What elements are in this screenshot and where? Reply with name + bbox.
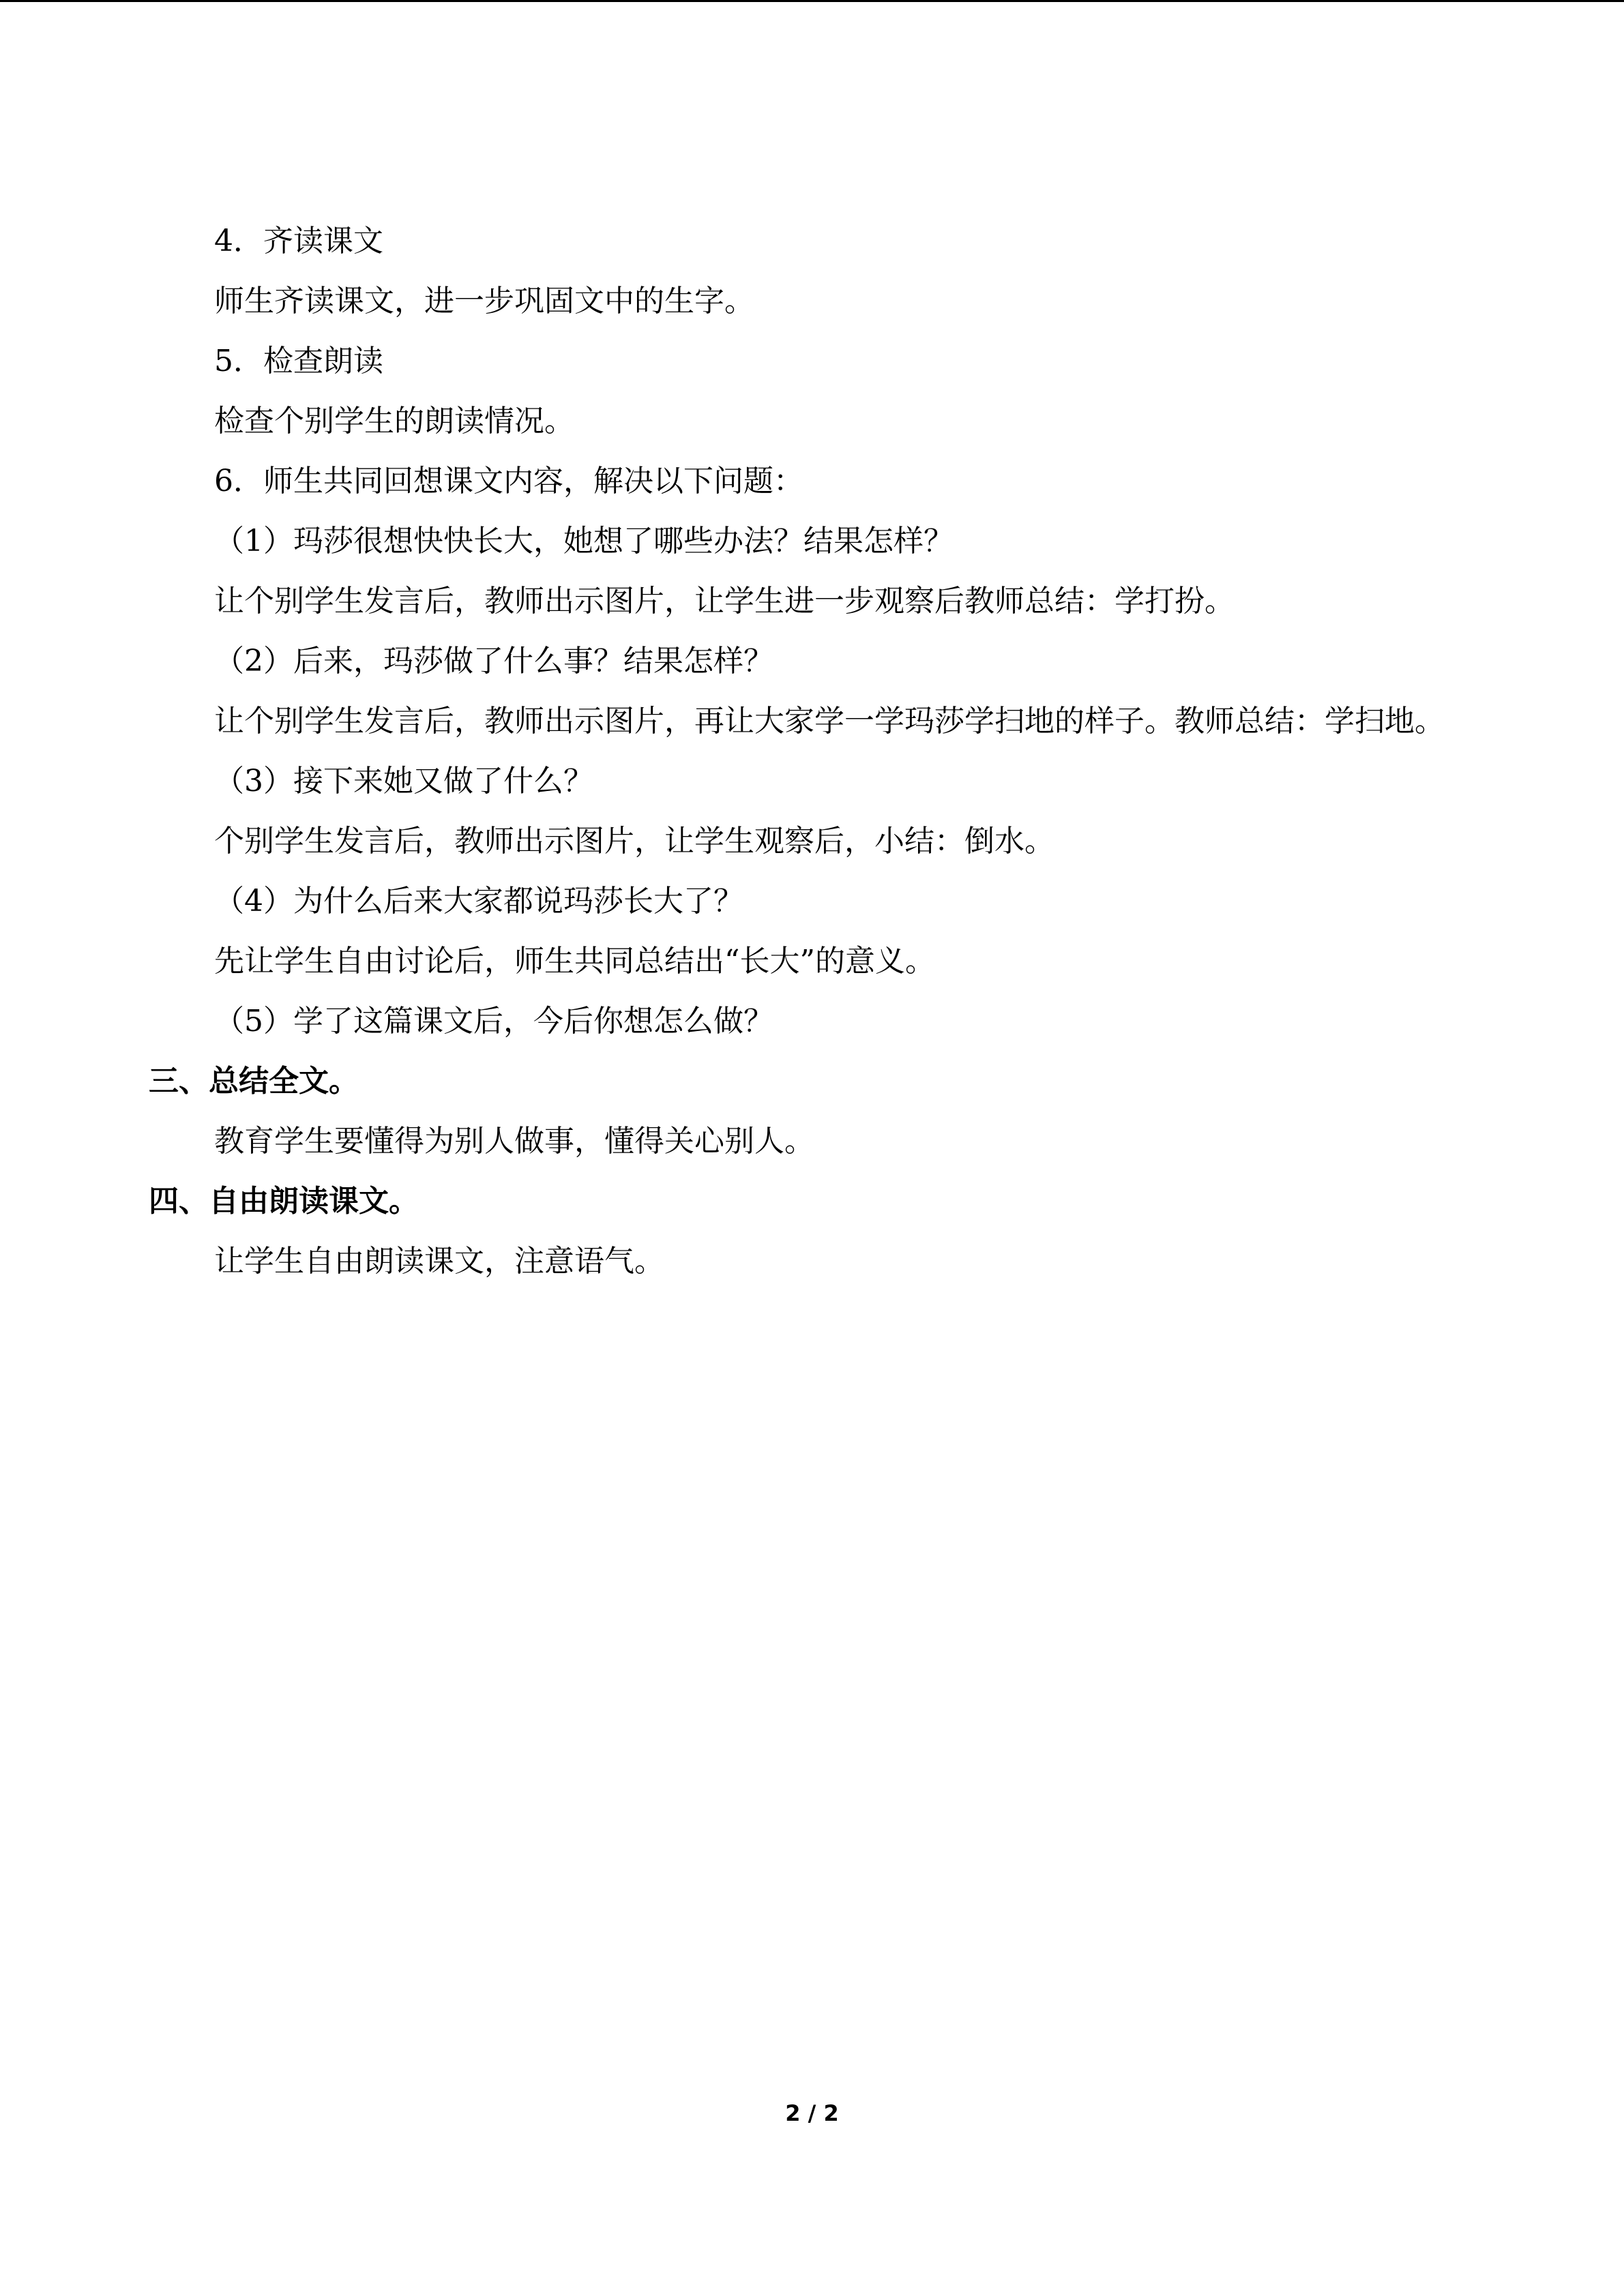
page-number: 2 / 2 — [785, 2100, 839, 2126]
section-3-text: 教育学生要懂得为别人做事，懂得关心别人。 — [214, 1124, 814, 1159]
answer-2: 让个别学生发言后，教师出示图片，再让大家学一学玛莎学扫地的样子。教师总结：学扫地。 — [214, 704, 1445, 739]
question-2: （2）后来，玛莎做了什么事？结果怎样？ — [214, 644, 773, 679]
step-6-heading: 6．师生共同回想课文内容，解决以下问题： — [214, 464, 803, 498]
document-body — [149, 211, 1458, 1292]
section-4-text: 让学生自由朗读课文，注意语气。 — [214, 1244, 664, 1279]
answer-4: 先让学生自由讨论后，师生共同总结出“长大”的意义。 — [214, 944, 935, 979]
question-1: （1）玛莎很想快快长大，她想了哪些办法？结果怎样？ — [214, 524, 954, 558]
top-border-line — [0, 0, 1624, 2]
question-5: （5）学了这篇课文后，今后你想怎么做？ — [214, 1004, 773, 1039]
question-3: （3）接下来她又做了什么？ — [214, 764, 593, 799]
answer-3: 个别学生发言后，教师出示图片，让学生观察后，小结：倒水。 — [214, 824, 1054, 859]
section-3-heading: 三、总结全文。 — [149, 1064, 359, 1099]
question-4: （4）为什么后来大家都说玛莎长大了？ — [214, 884, 743, 919]
section-4-heading: 四、自由朗读课文。 — [149, 1184, 419, 1219]
step-4-text: 师生齐读课文，进一步巩固文中的生字。 — [214, 284, 754, 318]
step-5-text: 检查个别学生的朗读情况。 — [214, 404, 574, 438]
step-5-heading: 5．检查朗读 — [214, 344, 383, 378]
answer-1: 让个别学生发言后，教师出示图片，让学生进一步观察后教师总结：学打扮。 — [214, 584, 1235, 618]
step-4-heading: 4．齐读课文 — [214, 224, 383, 258]
